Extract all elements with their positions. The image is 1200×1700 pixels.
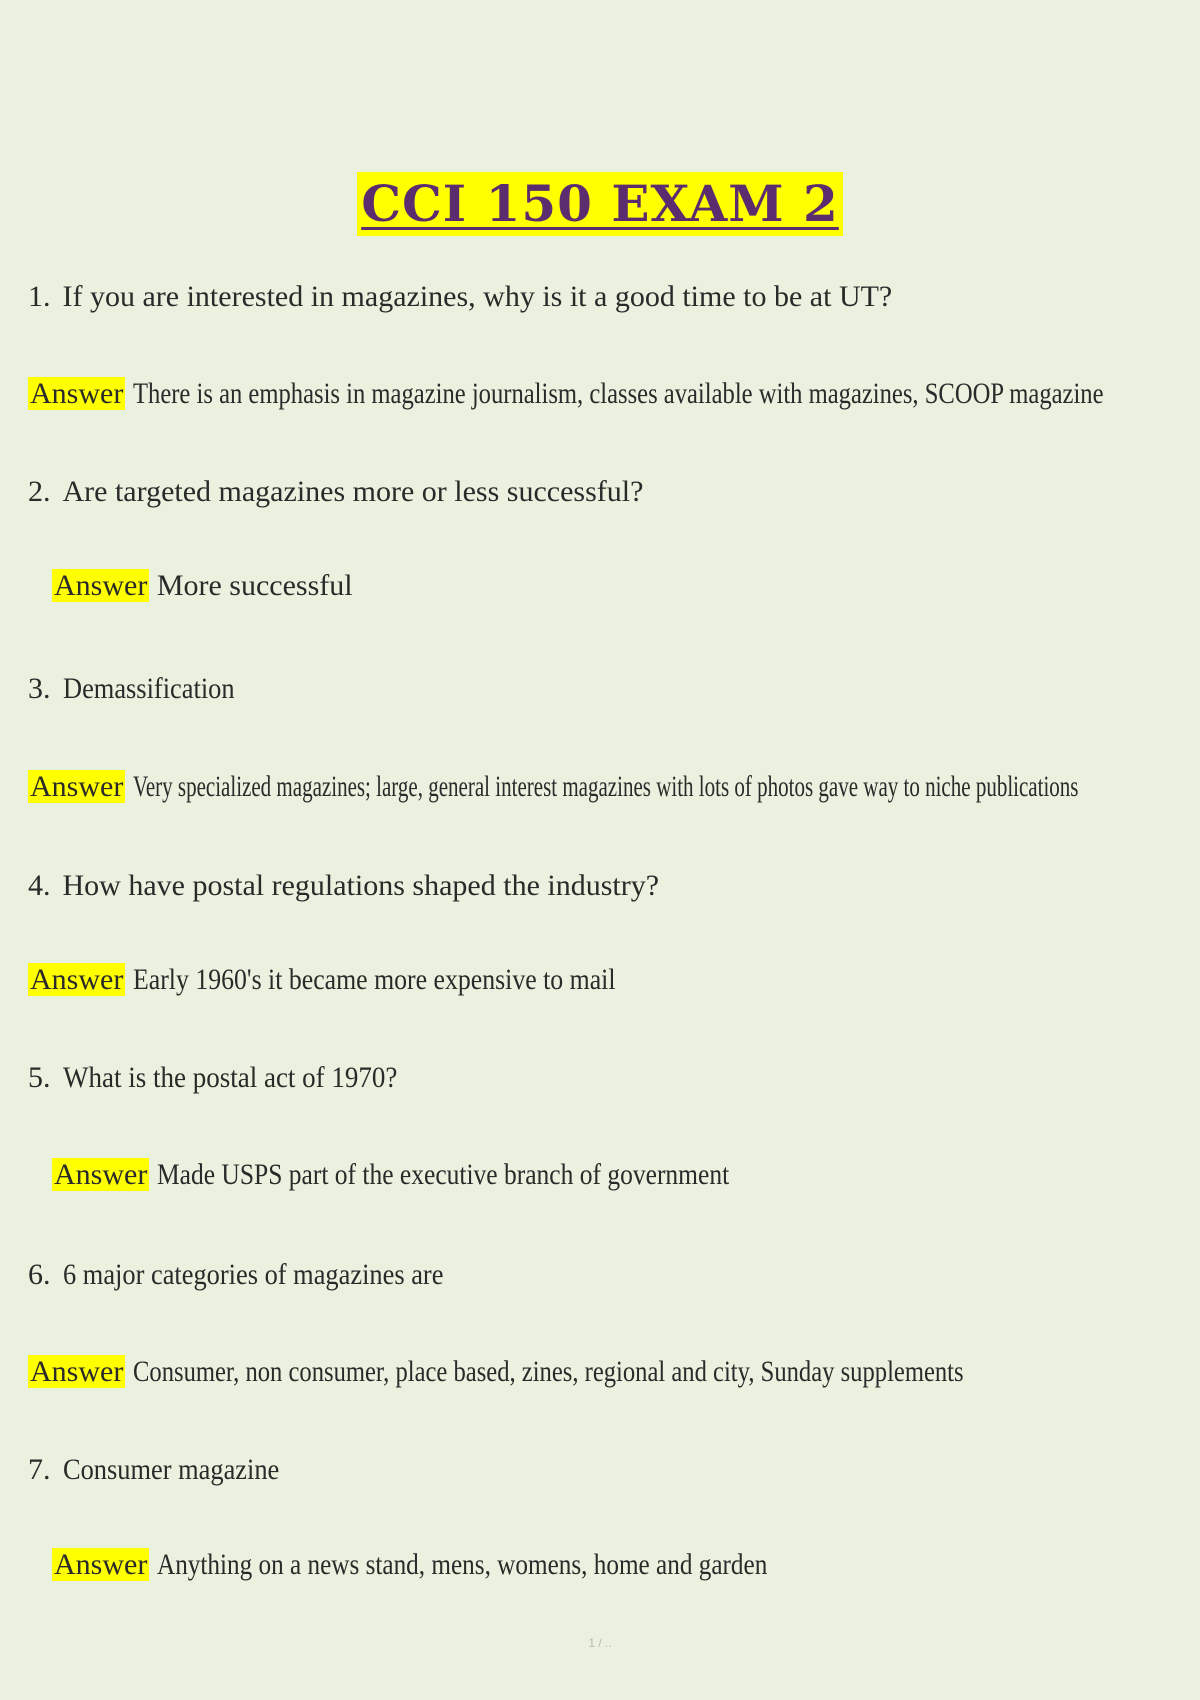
question-5 [28,1058,434,1098]
question-number: 1. [28,280,51,313]
answer-1 [28,374,1200,414]
answer-text: Made USPS part of the executive branch of government [156,1158,729,1191]
question-7 [28,1450,308,1490]
answer-label: Answer [54,569,148,602]
question-number: 7. [28,1453,51,1486]
question-number: 5. [28,1061,51,1094]
question-text: How have postal regulations shaped the industry? [62,869,660,902]
answer-label: Answer [30,963,124,996]
question-2 [28,472,643,512]
answer-label: Answer [54,1548,148,1581]
question-text: Demassification [62,672,235,705]
answer-text: Very specialized magazines; large, general interest magazines with lots of photos gave way to niche publications [132,770,1079,803]
answer-label: Answer [30,1355,124,1388]
question-3 [28,669,257,709]
question-4 [28,866,659,906]
answer-7 [52,1545,883,1585]
answer-4 [28,960,694,1000]
answer-label: Answer [54,1158,148,1191]
answer-text: Consumer, non consumer, place based, zines, regional and city, Sunday supplements [132,1355,964,1388]
answer-label: Answer [30,377,124,410]
answer-5 [52,1155,830,1195]
question-6 [28,1255,495,1295]
answer-label: Answer [30,770,124,803]
answer-text: Early 1960's it became more expensive to mail [132,963,616,996]
question-text: If you are interested in magazines, why is it a good time to be at UT? [62,280,893,313]
answer-2 [52,566,353,606]
question-number: 6. [28,1258,51,1291]
answer-text: Anything on a news stand, mens, womens, home and garden [156,1548,768,1581]
answer-6 [28,1352,1146,1392]
question-number: 3. [28,672,51,705]
page-footer: 1 / .. [588,1636,612,1650]
question-text: Consumer magazine [62,1453,279,1486]
answer-text: More successful [156,569,353,602]
question-text: 6 major categories of magazines are [62,1258,443,1291]
answer-3 [28,767,1200,807]
question-number: 4. [28,869,51,902]
answer-text: There is an emphasis in magazine journalism, classes available with magazines, SCOOP magazine [132,377,1104,410]
document-title: CCI 150 EXAM 2 [357,172,843,236]
question-text: Are targeted magazines more or less successful? [62,475,644,508]
question-number: 2. [28,475,51,508]
question-1 [28,277,892,317]
title-container [0,172,1200,236]
question-text: What is the postal act of 1970? [62,1061,397,1094]
